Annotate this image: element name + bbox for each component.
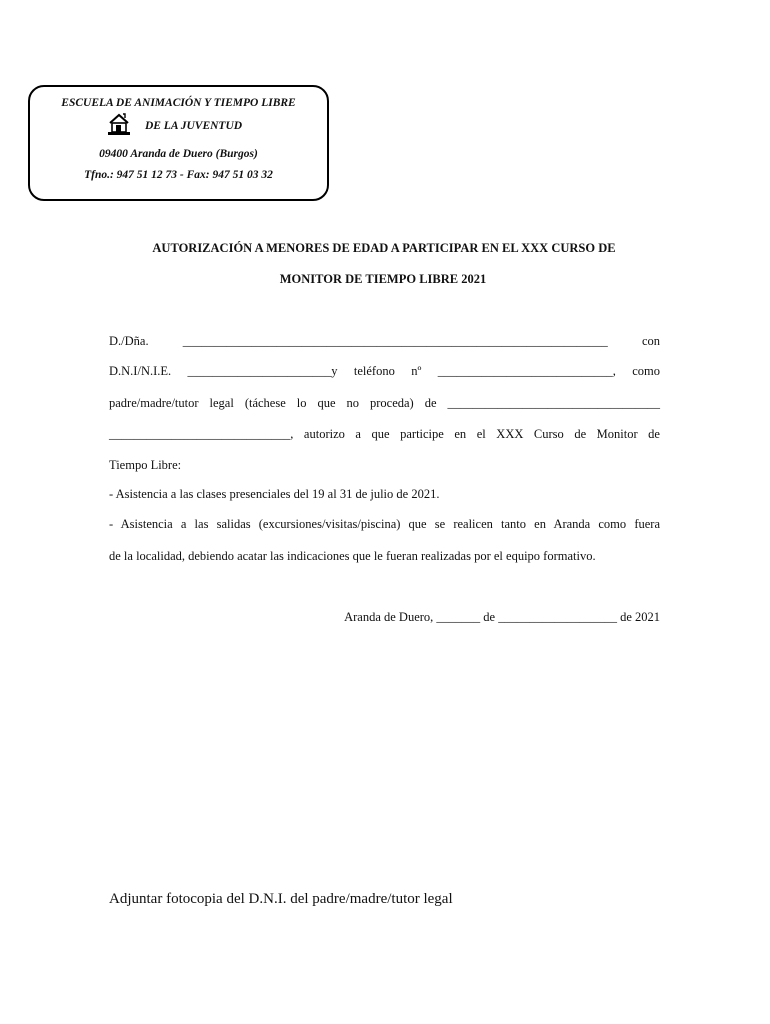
school-name: ESCUELA DE ANIMACIÓN Y TIEMPO LIBRE bbox=[61, 97, 296, 109]
school-phone: Tfno.: 947 51 12 73 - Fax: 947 51 03 32 bbox=[84, 169, 273, 181]
item-outings-continuation: de la localidad, debiendo acatar las indicaciones que le fueran realizadas por el equipo formativo. bbox=[109, 549, 596, 563]
document-title-line2: MONITOR DE TIEMPO LIBRE 2021 bbox=[279, 272, 487, 286]
guardian-role-line: padre/madre/tutor legal (táchese lo que no proceda) de __________________________________ bbox=[109, 396, 660, 410]
school-address: 09400 Aranda de Duero (Burgos) bbox=[99, 148, 258, 160]
course-name-continuation: Tiempo Libre: bbox=[109, 458, 182, 472]
item-outings: - Asistencia a las salidas (excursiones/visitas/piscina) que se realicen tanto en Aranda como fuera bbox=[109, 517, 660, 531]
school-subtitle: DE LA JUVENTUD bbox=[144, 120, 243, 132]
guardian-name-line: D./Dña. ____________________________________________________________________ con bbox=[109, 334, 660, 348]
letterhead-box bbox=[28, 85, 329, 201]
item-classes: - Asistencia a las clases presenciales del 19 al 31 de julio de 2021. bbox=[109, 487, 440, 501]
place-date-line: Aranda de Duero, _______ de ___________________ de 2021 bbox=[344, 610, 660, 624]
id-phone-line: D.N.I/N.I.E. _______________________y teléfono nº ____________________________, como bbox=[109, 364, 660, 378]
document-title-line1: AUTORIZACIÓN A MENORES DE EDAD A PARTICIPAR EN EL XXX CURSO DE bbox=[152, 241, 616, 255]
attachment-note: Adjuntar fotocopia del D.N.I. del padre/madre/tutor legal bbox=[109, 891, 453, 907]
minor-name-line: _____________________________, autorizo a que participe en el XXX Curso de Monitor de bbox=[109, 427, 660, 441]
